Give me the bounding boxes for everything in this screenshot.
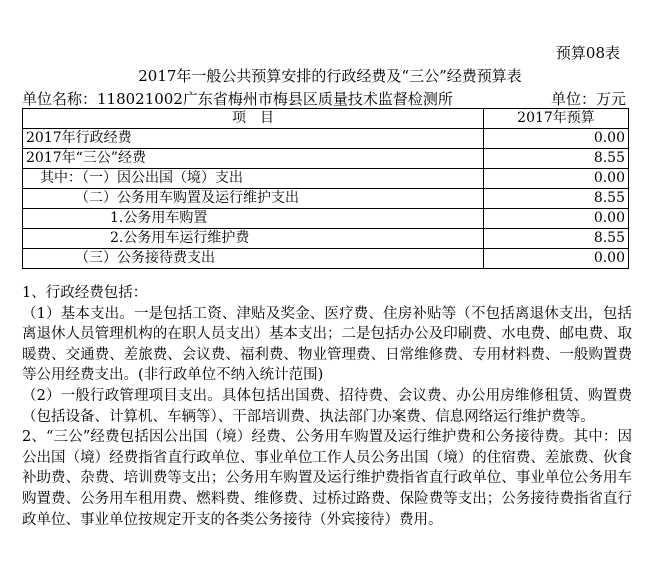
column-header-item: 项 目 (23, 109, 484, 129)
row-value: 0.00 (484, 169, 629, 189)
table-row (23, 229, 629, 249)
table-row (23, 169, 629, 189)
note-paragraph: （2）一般行政管理项目支出。具体包括出国费、招待费、会议费、办公用房维修租赁、购置费（包括设备、计算机、车辆等）、干部培训费、执法部门办案费、信息网络运行维护费等。 (22, 387, 632, 425)
row-label: 2.公务用车运行维护费 (23, 229, 484, 249)
unit-info-row (22, 88, 626, 109)
table-row (23, 249, 629, 269)
table-row (23, 129, 629, 149)
table-row (23, 189, 629, 209)
table-row (23, 149, 629, 169)
note-paragraph: （1）基本支出。一是包括工资、津贴及奖金、医疗费、住房补贴等（不包括离退休支出，包括离退休人员管理机构的在职人员支出）基本支出；二是包括办公及印刷费、水电费、邮电费、取暖费、交通费、差旅费、会议费、福利费、物业管理费、日常维修费、专用材料费、一般购置费等公用经费支出。(非行政单位不纳入统计范围) (22, 305, 632, 384)
row-value: 8.55 (484, 229, 629, 249)
row-value: 0.00 (484, 209, 629, 229)
row-label: （二）公务用车购置及运行维护支出 (23, 189, 484, 209)
table-header-row (23, 109, 629, 129)
note-paragraph: 1、行政经费包括： (22, 285, 148, 301)
note-paragraph: 2、“三公”经费包括因公出国（境）经费、公务用车购置及运行维护费和公务接待费。其中：因公出国（境）经费指省直行政单位、事业单位工作人员公务出国（境）的住宿费、差旅费、伙食补助费、杂费、培训费等支出；公务用车购置及运行维护费指省直行政单位、事业单位公务用车购置费、公务用车租用费、燃料费、维修费、过桥过路费、保险费等支出；公务接待费指省直行政单位、事业单位按规定开支的各类公务接待（外宾接待）费用。 (22, 429, 632, 528)
row-value: 8.55 (484, 149, 629, 169)
unit-name: 单位名称：118021002广东省梅州市梅县区质量技术监督检测所 (22, 90, 453, 108)
currency-unit: 单位：万元 (550, 90, 626, 108)
row-label: 1.公务用车购置 (23, 209, 484, 229)
row-value: 0.00 (484, 249, 629, 269)
row-value: 8.55 (484, 189, 629, 209)
budget-table (22, 108, 629, 269)
column-header-budget: 2017年预算 (484, 109, 629, 129)
page-title: 2017年一般公共预算安排的行政经费及“三公”经费预算表 (138, 67, 522, 85)
row-value: 0.00 (484, 129, 629, 149)
row-label: 2017年“三公”经费 (23, 149, 484, 169)
notes-section (22, 283, 632, 530)
row-label: 其中：（一）因公出国（境）支出 (23, 169, 484, 189)
form-code: 预算08表 (555, 44, 620, 62)
table-row (23, 209, 629, 229)
row-label: 2017年行政经费 (23, 129, 484, 149)
row-label: （三）公务接待费支出 (23, 249, 484, 269)
